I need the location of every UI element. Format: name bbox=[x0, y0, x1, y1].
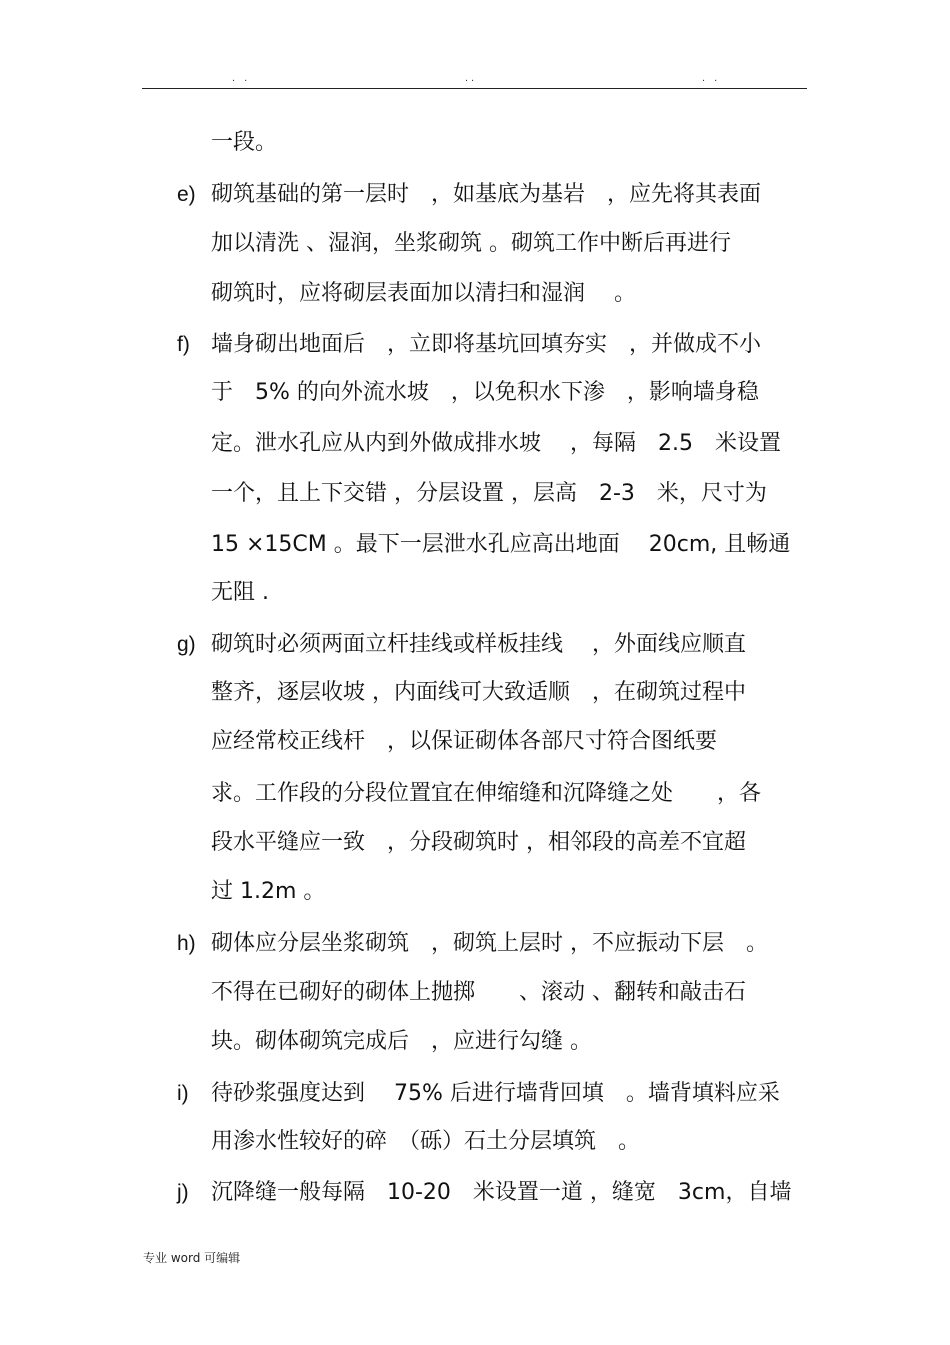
text-line: 无阻 . bbox=[211, 580, 269, 605]
text-line: 于 5% 的向外流水坡 ，以免积水下渗 ，影响墙身稳 bbox=[211, 380, 759, 405]
text-line: 一段。 bbox=[211, 130, 278, 155]
list-marker-h: h) bbox=[177, 932, 196, 955]
list-marker-f: f) bbox=[177, 333, 190, 356]
text-line: 砌筑时必须两面立杆挂线或样板挂线 ，外面线应顺直 bbox=[211, 632, 746, 657]
text-line: 砌体应分层坐浆砌筑 ，砌筑上层时 ，不应振动下层 。 bbox=[211, 931, 768, 956]
text-line: 一个，且上下交错 ，分层设置 ，层高 2-3 米，尺寸为 bbox=[211, 481, 767, 506]
text-line: 过 1.2m 。 bbox=[211, 879, 326, 904]
header-dots-right: . . bbox=[702, 72, 721, 84]
list-marker-i: i) bbox=[177, 1082, 189, 1105]
text-line: 待砂浆强度达到 75% 后进行墙背回填 。墙背填料应采 bbox=[211, 1081, 780, 1106]
text-line: 砌筑时，应将砌层表面加以清扫和湿润 。 bbox=[211, 281, 636, 306]
text-line: 定。泄水孔应从内到外做成排水坡 ，每隔 2.5 米设置 bbox=[211, 431, 781, 456]
page-footer: 专业 word 可编辑 bbox=[143, 1251, 241, 1265]
text-line: 段水平缝应一致 ，分段砌筑时 ，相邻段的高差不宜超 bbox=[211, 830, 746, 855]
text-line: 砌筑基础的第一层时 ，如基底为基岩 ，应先将其表面 bbox=[211, 182, 762, 207]
text-line: 用渗水性较好的碎 （砾）石土分层填筑 。 bbox=[211, 1129, 641, 1154]
text-line: 应经常校正线杆 ，以保证砌体各部尺寸符合图纸要 bbox=[211, 729, 718, 754]
header-dots-center: .. bbox=[465, 72, 478, 84]
text-line: 整齐，逐层收坡 ，内面线可大致适顺 ，在砌筑过程中 bbox=[211, 680, 746, 705]
list-marker-e: e) bbox=[177, 183, 196, 206]
text-line: 不得在已砌好的砌体上抛掷 、滚动 、翻转和敲击石 bbox=[211, 980, 746, 1005]
text-line: 加以清洗 、湿润，坐浆砌筑 。砌筑工作中断后再进行 bbox=[211, 231, 731, 256]
header-dots-left: . . bbox=[232, 72, 251, 84]
text-line: 墙身砌出地面后 ，立即将基坑回填夯实 ，并做成不小 bbox=[211, 332, 762, 357]
text-line: 15 ×15CM 。最下一层泄水孔应高出地面 20cm, 且畅通 bbox=[211, 532, 791, 557]
text-line: 沉降缝一般每隔 10-20 米设置一道 ，缝宽 3cm，自墙 bbox=[211, 1180, 792, 1205]
list-marker-g: g) bbox=[177, 633, 196, 656]
list-marker-j: j) bbox=[177, 1181, 189, 1204]
text-line: 块。砌体砌筑完成后 ，应进行勾缝 。 bbox=[211, 1029, 592, 1054]
text-line: 求。工作段的分段位置宜在伸缩缝和沉降缝之处 ，各 bbox=[211, 781, 762, 806]
header-rule bbox=[142, 88, 807, 89]
